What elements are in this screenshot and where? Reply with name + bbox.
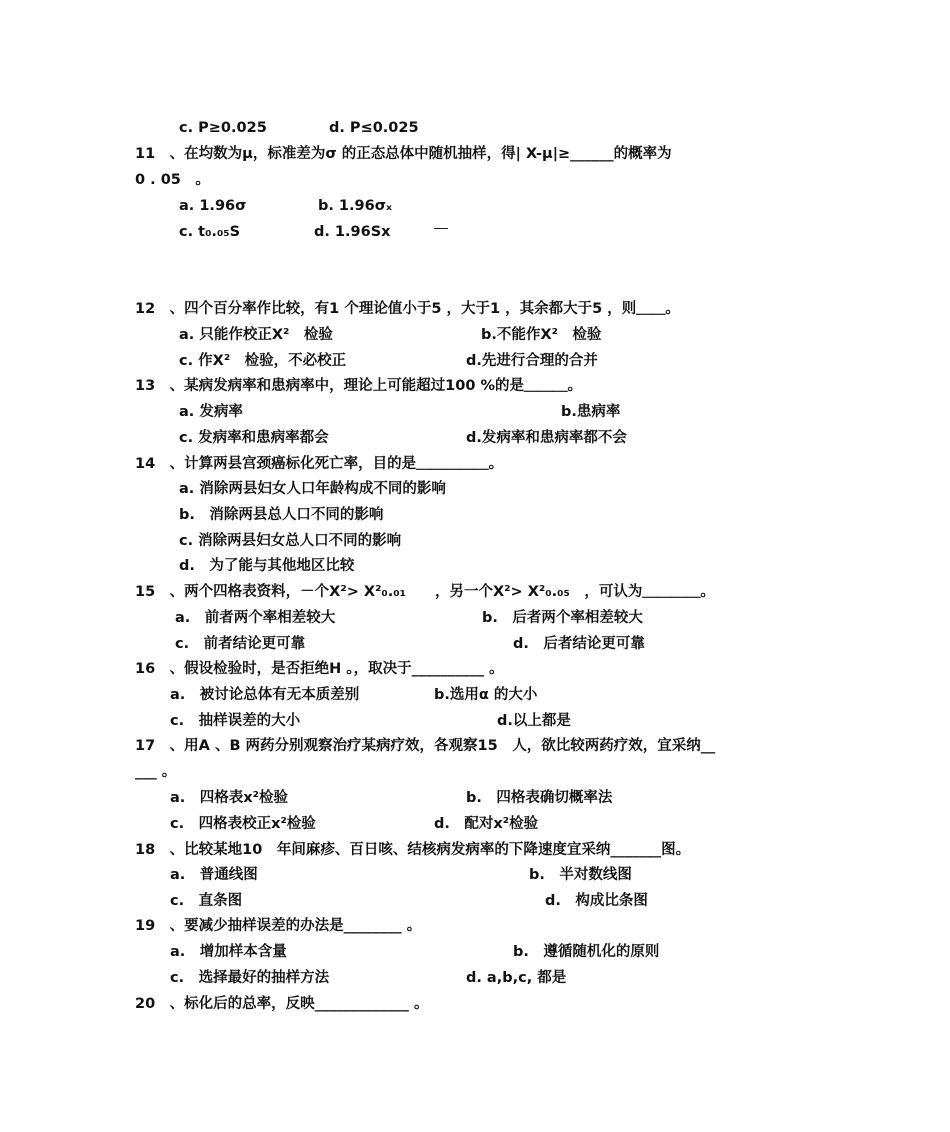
q15-option-c: c. 前者结论更可靠 (175, 636, 306, 652)
q13-option-a: a. 发病率 (179, 404, 243, 420)
q14-option-b: b. 消除两县总人口不同的影响 (179, 507, 384, 523)
q13-stem: 13 、某病发病率和患病率中，理论上可能超过100 %的是＿＿＿。 (135, 378, 583, 394)
overline-mark (434, 228, 448, 229)
q11-stem-continued: 0 . 05 。 (135, 172, 210, 188)
q17-option-c: c. 四格表校正x²检验 (170, 816, 316, 832)
q14-option-a: a. 消除两县妇女人口年龄构成不同的影响 (179, 481, 446, 497)
q17-stem: 17 、用A 、B 两药分别观察治疗某病疗效，各观察15 人，欲比较两药疗效，宜采纳__ (135, 738, 716, 754)
q17-option-a: a. 四格表x²检验 (170, 790, 288, 806)
q12-option-b: b.不能作X² 检验 (481, 327, 602, 343)
q19-option-d: d. a,b,c, 都是 (466, 970, 567, 986)
q16-stem: 16 、假设检验时，是否拒绝H 。，取决于__________ 。 (135, 661, 504, 677)
q17-stem-continued: ___ 。 (135, 764, 177, 780)
q15-option-d: d. 后者结论更可靠 (513, 636, 645, 652)
q12-option-c: c. 作X² 检验，不必校正 (179, 353, 347, 369)
q11-stem: 11 、在均数为μ，标准差为σ 的正态总体中随机抽样，得| X-μ|≥______的概率为 (135, 146, 672, 162)
q18-option-c: c. 直条图 (170, 893, 243, 909)
q16-option-a: a. 被讨论总体有无本质差别 (170, 687, 360, 703)
q14-stem: 14 、计算两县宫颈癌标化死亡率，目的是＿＿＿＿＿。 (135, 456, 504, 472)
q14-option-d: d. 为了能与其他地区比较 (179, 558, 355, 574)
q18-option-b: b. 半对数线图 (529, 867, 632, 883)
q19-option-b: b. 遵循随机化的原则 (513, 944, 660, 960)
q17-option-b: b. 四格表确切概率法 (466, 790, 613, 806)
q20-stem: 20 、标化后的总率，反映_____________ 。 (135, 996, 429, 1012)
q10-option-d: d. P≤0.025 (329, 120, 419, 136)
q13-option-c: c. 发病率和患病率都会 (179, 430, 329, 446)
q17-option-d: d. 配对x²检验 (434, 816, 539, 832)
q16-option-d: d.以上都是 (497, 713, 571, 729)
q16-option-c: c. 抽样误差的大小 (170, 713, 301, 729)
q11-option-a: a. 1.96σ (179, 198, 247, 214)
q13-option-d: d.发病率和患病率都不会 (466, 430, 627, 446)
q18-option-a: a. 普通线图 (170, 867, 258, 883)
q19-option-a: a. 增加样本含量 (170, 944, 287, 960)
q16-option-b: b.选用α 的大小 (434, 687, 538, 703)
q15-option-a: a. 前者两个率相差较大 (175, 610, 336, 626)
q11-option-b: b. 1.96σₓ (318, 198, 392, 214)
q13-option-b: b.患病率 (561, 404, 621, 420)
q19-option-c: c. 选择最好的抽样方法 (170, 970, 330, 986)
q14-option-c: c. 消除两县妇女总人口不同的影响 (179, 533, 402, 549)
q11-option-c: c. t₀.₀₅S (179, 224, 241, 240)
q12-stem: 12 、四个百分率作比较，有1 个理论值小于5 ，大于1 ，其余都大于5 ，则＿＿。 (135, 301, 680, 317)
q15-option-b: b. 后者两个率相差较大 (482, 610, 643, 626)
q11-option-d: d. 1.96Sx (314, 224, 391, 240)
q12-option-a: a. 只能作校正X² 检验 (179, 327, 333, 343)
q10-option-c: c. P≥0.025 (179, 120, 267, 136)
q19-stem: 19 、要减少抽样误差的办法是________ 。 (135, 918, 422, 934)
q18-stem: 18 、比较某地10 年间麻疹、百日咳、结核病发病率的下降速度宜采纳_______图。 (135, 842, 691, 858)
q15-stem: 15 、两个四格表资料，－个X²> X²₀.₀₁ ，另一个X²> X²₀.₀₅ ，可认为＿＿＿＿。 (135, 584, 715, 600)
q12-option-d: d.先进行合理的合并 (466, 353, 598, 369)
q18-option-d: d. 构成比条图 (545, 893, 648, 909)
